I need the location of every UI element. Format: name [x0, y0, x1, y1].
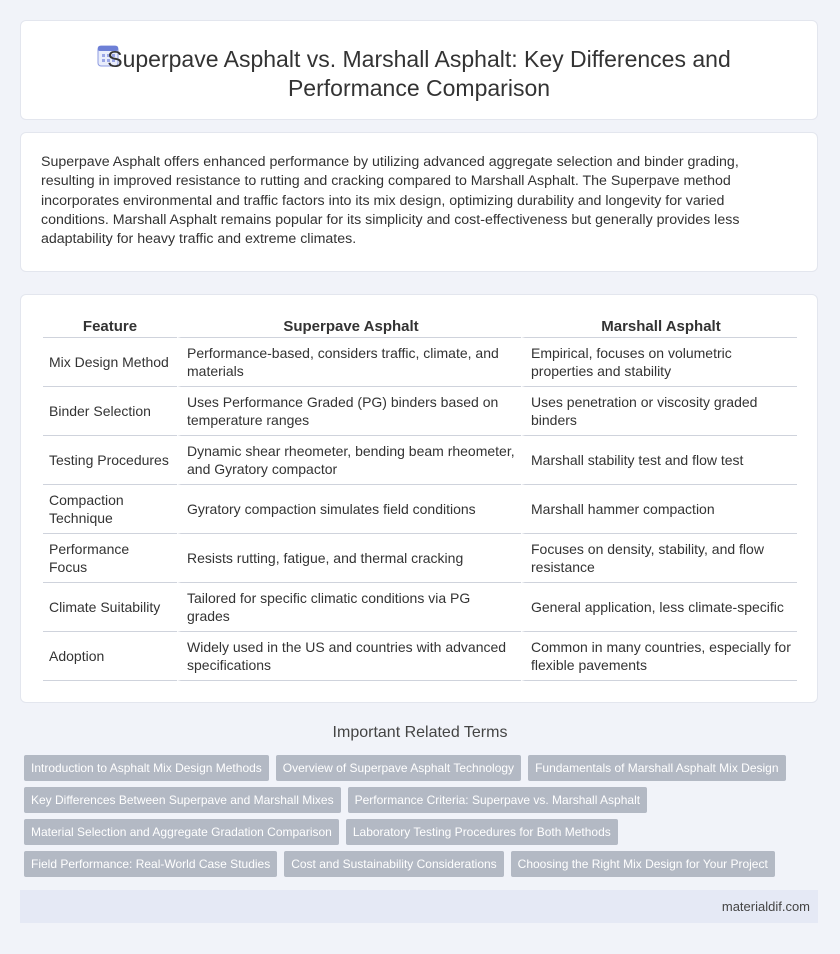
related-terms-tags: [24, 755, 804, 883]
footer-site-link[interactable]: materialdif.com: [721, 899, 810, 914]
feature-cell: Climate Suitability: [43, 583, 177, 632]
tag-row: [24, 851, 804, 877]
marshall-cell: Focuses on density, stability, and flow resistance: [521, 534, 797, 583]
superpave-cell: Gyratory compaction simulates field conditions: [177, 485, 521, 534]
feature-cell: Testing Procedures: [43, 436, 177, 485]
related-term-tag[interactable]: Material Selection and Aggregate Gradation Comparison: [24, 819, 339, 845]
feature-cell: Compaction Technique: [43, 485, 177, 534]
marshall-cell: Marshall hammer compaction: [521, 485, 797, 534]
related-term-tag[interactable]: Introduction to Asphalt Mix Design Methods: [24, 755, 269, 781]
summary-card: [20, 132, 818, 272]
superpave-cell: Dynamic shear rheometer, bending beam rheometer, and Gyratory compactor: [177, 436, 521, 485]
marshall-cell: General application, less climate-specific: [521, 583, 797, 632]
title-card: [20, 20, 818, 120]
tag-row: [24, 819, 804, 845]
marshall-cell: Marshall stability test and flow test: [521, 436, 797, 485]
feature-cell: Adoption: [43, 632, 177, 681]
header-marshall: Marshall Asphalt: [521, 315, 797, 338]
header-superpave: Superpave Asphalt: [177, 315, 521, 338]
comparison-table-card: [20, 294, 818, 703]
superpave-cell: Tailored for specific climatic conditions via PG grades: [177, 583, 521, 632]
table-row: [43, 534, 797, 583]
related-term-tag[interactable]: Field Performance: Real-World Case Studies: [24, 851, 277, 877]
superpave-cell: Performance-based, considers traffic, climate, and materials: [177, 338, 521, 387]
marshall-cell: Common in many countries, especially for flexible pavements: [521, 632, 797, 681]
table-row: [43, 485, 797, 534]
related-term-tag[interactable]: Performance Criteria: Superpave vs. Marshall Asphalt: [348, 787, 647, 813]
marshall-cell: Empirical, focuses on volumetric properties and stability: [521, 338, 797, 387]
related-term-tag[interactable]: Key Differences Between Superpave and Marshall Mixes: [24, 787, 341, 813]
table-header-row: [43, 315, 797, 338]
header-feature: Feature: [43, 315, 177, 338]
comparison-table: [43, 315, 797, 681]
table-row: [43, 338, 797, 387]
superpave-cell: Uses Performance Graded (PG) binders based on temperature ranges: [177, 387, 521, 436]
related-term-tag[interactable]: Cost and Sustainability Considerations: [284, 851, 503, 877]
table-row: [43, 387, 797, 436]
feature-cell: Binder Selection: [43, 387, 177, 436]
page-title: Superpave Asphalt vs. Marshall Asphalt: Key Differences and Performance Comparison: [107, 46, 731, 101]
related-term-tag[interactable]: Laboratory Testing Procedures for Both Methods: [346, 819, 618, 845]
related-term-tag[interactable]: Choosing the Right Mix Design for Your Project: [511, 851, 775, 877]
footer: [20, 890, 818, 923]
table-row: [43, 632, 797, 681]
superpave-cell: Widely used in the US and countries with advanced specifications: [177, 632, 521, 681]
related-term-tag[interactable]: Overview of Superpave Asphalt Technology: [276, 755, 521, 781]
table-row: [43, 436, 797, 485]
tag-row: [24, 787, 804, 813]
related-terms-heading: Important Related Terms: [332, 724, 508, 741]
marshall-cell: Uses penetration or viscosity graded binders: [521, 387, 797, 436]
related-term-tag[interactable]: Fundamentals of Marshall Asphalt Mix Design: [528, 755, 785, 781]
superpave-cell: Resists rutting, fatigue, and thermal cracking: [177, 534, 521, 583]
feature-cell: Mix Design Method: [43, 338, 177, 387]
feature-cell: Performance Focus: [43, 534, 177, 583]
table-row: [43, 583, 797, 632]
summary-paragraph: Superpave Asphalt offers enhanced performance by utilizing advanced aggregate selection and binder grading, resulting in improved resistance to rutting and cracking compared to Marshall Asphalt. The Superpave method incorporates environmental and traffic factors into its mix design, optimizing durability and longevity for varied conditions. Marshall Asphalt remains popular for its simplicity and cost-effectiveness but generally provides less adaptability for heavy traffic and extreme climates.: [41, 154, 740, 248]
tag-row: [24, 755, 804, 781]
